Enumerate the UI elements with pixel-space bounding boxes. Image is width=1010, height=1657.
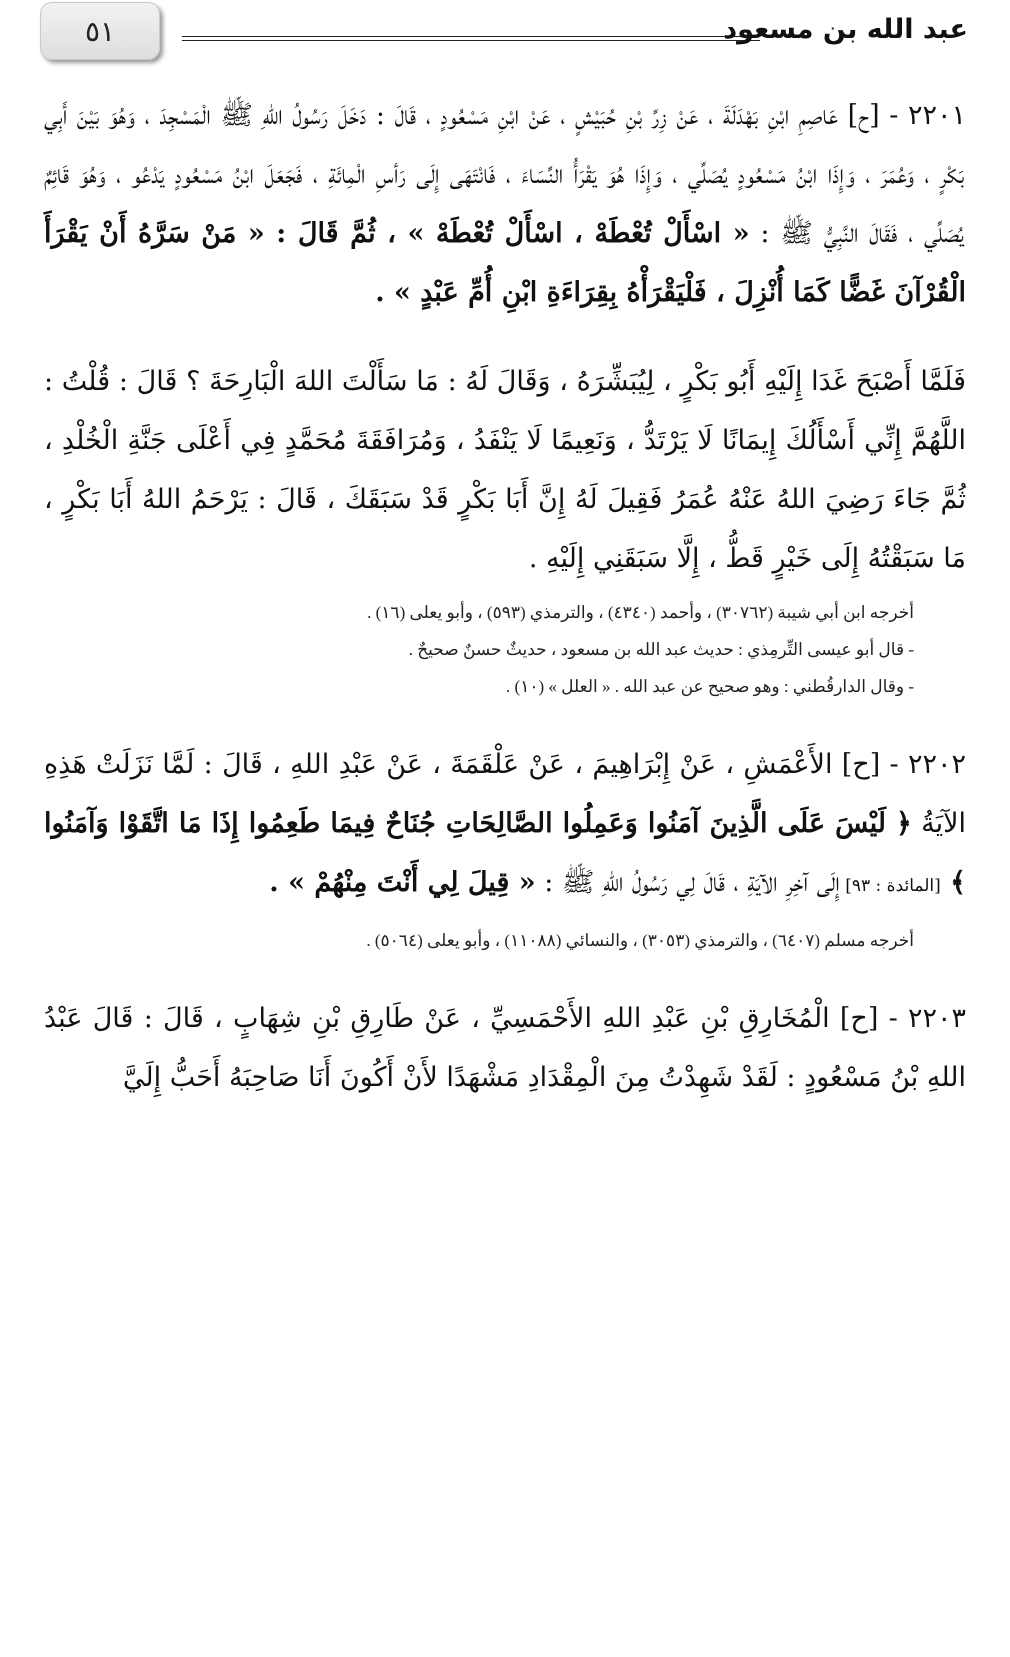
text-line: ٢٢٠٣ - [ح] الْمُخَارِقِ بْنِ عَبْدِ اللهِ الأَحْمَسِيِّ ، عَنْ طَارِقِ بْنِ شِهَابٍ ، قَالَ : قَالَ xyxy=(82,1003,966,1034)
hadith-2201 xyxy=(44,86,966,705)
verse-reference: [المائدة : ٩٣] xyxy=(839,876,941,896)
hadith-text xyxy=(44,86,966,322)
grading-note: - قال أبو عيسى التِّرمِذي : حديث عبد الله بن مسعود ، حديثٌ حسنٌ صحيحٌ . xyxy=(408,640,914,659)
text-line: دَخَلَ رَسُولُ اللهِ ﷺ الْمَسْجِدَ ، وَهُوَ بَيْنَ أَبِي بَكْرٍ ، وَعُمَرَ ، وَإِذَا ابْنُ مَسْعُودٍ يُصَلِّي ، xyxy=(44,100,965,190)
takhrij-note: أخرجه مسلم (٦٤٠٧) ، والترمذي (٣٠٥٣) ، والنسائي (١١٠٨٨) ، وأبو يعلى (٥٠٦٤) . xyxy=(366,931,914,950)
prophetic-quote: « قِيلَ لِي أَنْتَ مِنْهُمْ » . xyxy=(269,867,536,898)
hadith-text xyxy=(44,735,966,916)
text-line: يُصَلِّي ، فَقَالَ النَّبِيُّ ﷺ : xyxy=(749,218,964,249)
prophetic-quote: « اسْأَلْ تُعْطَهْ ، اسْأَلْ تُعْطَهْ » ، ثُمَّ قَالَ : « مَنْ سَرَّهُ أَنْ يَقْرَأَ xyxy=(44,218,750,249)
text-line: ٢٢٠٢ - [ح] الأَعْمَشِ ، عَنْ إِبْرَاهِيمَ ، عَنْ عَلْقَمَةَ ، عَنْ عَبْدِ اللهِ ، قَالَ : لَمَّا نَزَلَتْ هَذِهِ الآيَةُ xyxy=(44,749,966,839)
prophetic-quote: الْقُرْآنَ غَضًّا كَمَا أُنْزِلَ ، فَلْيَقْرَأْهُ بِقِرَاءَةِ ابْنِ أُمِّ عَبْدٍ » . xyxy=(375,277,966,308)
hadith-continuation: فَلَمَّا أَصْبَحَ غَدَا إِلَيْهِ أَبُو بَكْرٍ ، لِيُبَشِّرَهُ ، وَقَالَ لَهُ : مَا سَأَلْتَ اللهَ الْبَارِحَةَ ؟ قَالَ : قُلْتُ : اللَّهُمَّ إِنِّي أَسْأَلُكَ إِيمَانًا لَا يَرْتَدُّ ، وَنَعِيمًا لَا يَنْفَدُ ، وَمُرَافَقَةَ مُحَمَّدٍ فِي أَعْلَى جَنَّةِ الْخُلْدِ ، ثُمَّ جَاءَ رَضِيَ اللهُ عَنْهُ عُمَرُ فَقِيلَ لَهُ إِنَّ أَبَا بَكْرٍ قَدْ سَبَقَكَ ، قَالَ : يَرْحَمُ اللهُ أَبَا بَكْرٍ ، مَا سَبَقْتُهُ إِلَى خَيْرٍ قَطُّ ، إِلَّا سَبَقَنِي إِلَيْهِ . xyxy=(44,366,966,574)
text-line: عَبْدُ اللهِ بْنُ مَسْعُودٍ : لَقَدْ شَهِدْتُ مِنَ الْمِقْدَادِ مَشْهَدًا لأَنْ أَكُونَ أَنَا صَاحِبَهُ أَحَبُّ إِلَيَّ xyxy=(44,1003,966,1093)
text-line: إِلَى آخِرِ الآيَةِ ، قَالَ لِي رَسُولُ اللهِ ﷺ : xyxy=(535,867,840,898)
grading-note: - وقال الدارقُطني : وهو صحيح عن عبد الله . « العلل » (١٠) . xyxy=(506,677,914,696)
page-number: ٥١ xyxy=(84,14,116,48)
text-line: وَإِذَا هُوَ يَقْرَأُ النِّسَاءَ ، فَانْتَهَى إِلَى رَأسِ الْمِائَةِ ، فَجَعَلَ ابْنُ مَسْعُودٍ يَدْعُو ، وَهُوَ قَائِمٌ xyxy=(44,159,662,190)
header-rule xyxy=(182,36,760,41)
text-line: ٢٢٠١ - [ح] عَاصِمِ ابْنِ بَهْدَلَةَ ، عَنْ زِرِّ بْنِ حُبَيْشٍ ، عَنْ ابْنِ مَسْعُودٍ ، قَالَ : xyxy=(366,100,966,131)
quran-verse: ﴿ لَيْسَ عَلَى الَّذِينَ آمَنُوا وَعَمِلُوا الصَّالِحَاتِ جُنَاحٌ فِيمَا طَعِمُوا إِذَا مَا اتَّقَوْا وَآمَنُوا ﴾ xyxy=(44,808,966,898)
page-body xyxy=(44,86,966,1107)
takhrij-note: أخرجه ابن أبي شيبة (٣٠٧٦٢) ، وأحمد (٤٣٤٠) ، والترمذي (٥٩٣) ، وأبو يعلى (١٦) . xyxy=(367,603,914,622)
page-header xyxy=(0,0,1010,72)
page-number-box xyxy=(40,2,160,60)
hadith-text xyxy=(44,989,966,1107)
hadith-2202 xyxy=(44,735,966,959)
hadith-2203 xyxy=(44,989,966,1107)
running-title: عبد الله بن مسعود xyxy=(723,14,968,45)
